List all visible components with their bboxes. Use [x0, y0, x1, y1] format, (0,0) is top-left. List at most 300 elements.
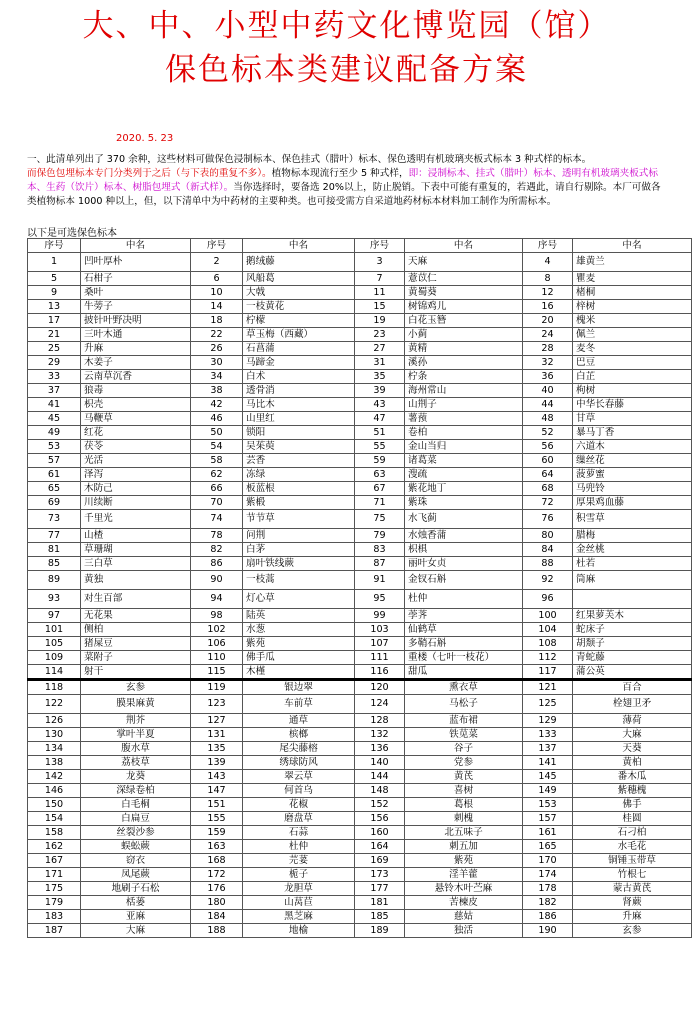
cell-name: 水葱 [243, 623, 355, 637]
table-row [28, 695, 692, 714]
cell-name: 山荆子 [405, 398, 523, 412]
cell-name: 蛇床子 [573, 623, 692, 637]
cell-name: 窃衣 [81, 854, 191, 868]
cell-name: 刺槐 [405, 812, 523, 826]
cell-index: 115 [191, 665, 243, 680]
cell-index: 128 [355, 714, 405, 728]
cell-index: 4 [523, 253, 573, 272]
cell-name: 慈姑 [405, 910, 523, 924]
cell-index: 125 [523, 695, 573, 714]
header-index: 序号 [355, 239, 405, 253]
cell-name: 铁苋菜 [405, 728, 523, 742]
cell-name: 问荆 [243, 529, 355, 543]
cell-index: 35 [355, 370, 405, 384]
cell-name: 茯苓 [81, 440, 191, 454]
cell-index: 36 [523, 370, 573, 384]
cell-name: 披针叶野决明 [81, 314, 191, 328]
cell-name: 银边翠 [243, 680, 355, 695]
cell-index: 63 [355, 468, 405, 482]
cell-name: 悬铃木叶苎麻 [405, 882, 523, 896]
cell-name [573, 590, 692, 609]
cell-index: 136 [355, 742, 405, 756]
cell-name: 桑叶 [81, 286, 191, 300]
cell-index: 82 [191, 543, 243, 557]
cell-name: 黄精 [405, 342, 523, 356]
cell-index: 28 [523, 342, 573, 356]
cell-name: 蜈蚣蕨 [81, 840, 191, 854]
cell-index: 53 [28, 440, 81, 454]
cell-name: 金钗石斛 [405, 571, 523, 590]
cell-index: 155 [191, 812, 243, 826]
cell-index: 165 [523, 840, 573, 854]
cell-index: 154 [28, 812, 81, 826]
header-name: 中名 [81, 239, 191, 253]
specimen-table [27, 238, 692, 938]
cell-index: 182 [523, 896, 573, 910]
cell-index: 156 [355, 812, 405, 826]
cell-index: 184 [191, 910, 243, 924]
table-row [28, 826, 692, 840]
cell-index: 3 [355, 253, 405, 272]
cell-index: 160 [355, 826, 405, 840]
cell-index: 134 [28, 742, 81, 756]
cell-index: 158 [28, 826, 81, 840]
table-row [28, 784, 692, 798]
cell-name: 木防己 [81, 482, 191, 496]
cell-index: 72 [523, 496, 573, 510]
table-row [28, 854, 692, 868]
cell-name: 胡颓子 [573, 637, 692, 651]
cell-name: 佛手瓜 [243, 651, 355, 665]
cell-index: 21 [28, 328, 81, 342]
cell-index: 32 [523, 356, 573, 370]
cell-name: 紫椴 [243, 496, 355, 510]
cell-index: 178 [523, 882, 573, 896]
cell-name: 金山当归 [405, 440, 523, 454]
cell-index: 131 [191, 728, 243, 742]
cell-index: 124 [355, 695, 405, 714]
cell-name: 升麻 [81, 342, 191, 356]
cell-name: 红花 [81, 426, 191, 440]
table-row [28, 590, 692, 609]
cell-name: 熏衣草 [405, 680, 523, 695]
cell-index: 47 [355, 412, 405, 426]
cell-index: 31 [355, 356, 405, 370]
cell-name: 芸香 [243, 454, 355, 468]
cell-name: 亚麻 [81, 910, 191, 924]
cell-name: 菜附子 [81, 651, 191, 665]
cell-name: 紫珠 [405, 496, 523, 510]
cell-index: 111 [355, 651, 405, 665]
table-row [28, 609, 692, 623]
cell-name: 铜锤玉带草 [573, 854, 692, 868]
cell-index: 101 [28, 623, 81, 637]
cell-index: 186 [523, 910, 573, 924]
cell-index: 19 [355, 314, 405, 328]
cell-name: 泽泻 [81, 468, 191, 482]
cell-index: 81 [28, 543, 81, 557]
cell-index: 34 [191, 370, 243, 384]
cell-name: 地刷子石松 [81, 882, 191, 896]
cell-name: 木姜子 [81, 356, 191, 370]
cell-name: 栝蒌 [81, 896, 191, 910]
table-row [28, 714, 692, 728]
table-row [28, 342, 692, 356]
cell-name: 仙鹤草 [405, 623, 523, 637]
cell-name: 冻绿 [243, 468, 355, 482]
cell-index: 107 [355, 637, 405, 651]
table-row [28, 924, 692, 938]
cell-name: 马兜铃 [573, 482, 692, 496]
cell-index: 78 [191, 529, 243, 543]
header-index: 序号 [191, 239, 243, 253]
cell-index: 14 [191, 300, 243, 314]
intro-paragraph [27, 153, 667, 209]
cell-index: 2 [191, 253, 243, 272]
cell-index: 104 [523, 623, 573, 637]
cell-name: 桂圆 [573, 812, 692, 826]
cell-name: 透骨消 [243, 384, 355, 398]
table-row [28, 840, 692, 854]
cell-name: 节节草 [243, 510, 355, 529]
cell-index: 45 [28, 412, 81, 426]
cell-index: 106 [191, 637, 243, 651]
cell-index: 6 [191, 272, 243, 286]
table-row [28, 798, 692, 812]
table-row [28, 812, 692, 826]
cell-name: 紫花地丁 [405, 482, 523, 496]
cell-name: 水烛香蒲 [405, 529, 523, 543]
cell-name: 北五味子 [405, 826, 523, 840]
cell-index: 137 [523, 742, 573, 756]
cell-name: 筒麻 [573, 571, 692, 590]
cell-name: 磨盘草 [243, 812, 355, 826]
table-row [28, 557, 692, 571]
cell-name: 龙葵 [81, 770, 191, 784]
cell-name: 石柑子 [81, 272, 191, 286]
cell-index: 56 [523, 440, 573, 454]
cell-index: 79 [355, 529, 405, 543]
table-row [28, 328, 692, 342]
table-row [28, 384, 692, 398]
cell-index: 91 [355, 571, 405, 590]
cell-index: 164 [355, 840, 405, 854]
cell-name: 葛根 [405, 798, 523, 812]
cell-name: 凤尾蕨 [81, 868, 191, 882]
cell-index: 97 [28, 609, 81, 623]
cell-name: 草玉梅（西藏） [243, 328, 355, 342]
cell-index: 40 [523, 384, 573, 398]
cell-name: 白术 [243, 370, 355, 384]
cell-index: 145 [523, 770, 573, 784]
header-index: 序号 [28, 239, 81, 253]
cell-name: 栀子 [243, 868, 355, 882]
cell-name: 光活 [81, 454, 191, 468]
cell-index: 77 [28, 529, 81, 543]
cell-name: 薄荷 [573, 714, 692, 728]
cell-index: 172 [191, 868, 243, 882]
cell-index: 190 [523, 924, 573, 938]
cell-name: 黄芪 [405, 770, 523, 784]
cell-index: 147 [191, 784, 243, 798]
table-row [28, 637, 692, 651]
table-row [28, 454, 692, 468]
cell-index: 57 [28, 454, 81, 468]
cell-index: 70 [191, 496, 243, 510]
cell-index: 9 [28, 286, 81, 300]
cell-index: 48 [523, 412, 573, 426]
cell-name: 枳壳 [81, 398, 191, 412]
cell-index: 87 [355, 557, 405, 571]
cell-name: 白茅 [243, 543, 355, 557]
cell-name: 龙胆草 [243, 882, 355, 896]
cell-name: 川续断 [81, 496, 191, 510]
cell-index: 33 [28, 370, 81, 384]
cell-index: 46 [191, 412, 243, 426]
cell-name: 马松子 [405, 695, 523, 714]
cell-index: 171 [28, 868, 81, 882]
table-row [28, 314, 692, 328]
page-title: 大、中、小型中药文化博览园（馆） [82, 8, 611, 44]
cell-index: 120 [355, 680, 405, 695]
table-row [28, 680, 692, 695]
cell-name: 水飞蓟 [405, 510, 523, 529]
cell-index: 142 [28, 770, 81, 784]
cell-name: 红果萝芙木 [573, 609, 692, 623]
cell-index: 66 [191, 482, 243, 496]
cell-index: 8 [523, 272, 573, 286]
cell-index: 122 [28, 695, 81, 714]
cell-index: 151 [191, 798, 243, 812]
cell-name: 地榆 [243, 924, 355, 938]
table-caption: 以下是可选保色标本 [27, 228, 117, 239]
cell-name: 楮桐 [573, 286, 692, 300]
table-row [28, 882, 692, 896]
cell-name: 锁阳 [243, 426, 355, 440]
cell-index: 188 [191, 924, 243, 938]
cell-index: 112 [523, 651, 573, 665]
cell-name: 甘草 [573, 412, 692, 426]
cell-name: 荔枝草 [81, 756, 191, 770]
cell-name: 灯心草 [243, 590, 355, 609]
cell-name: 暴马丁香 [573, 426, 692, 440]
cell-index: 175 [28, 882, 81, 896]
cell-name: 一枝蒿 [243, 571, 355, 590]
cell-name: 薯蓣 [405, 412, 523, 426]
table-row [28, 868, 692, 882]
cell-index: 58 [191, 454, 243, 468]
cell-index: 129 [523, 714, 573, 728]
cell-name: 深绿卷柏 [81, 784, 191, 798]
intro-text-3: 植物标本现流行至少 5 种式样， [271, 168, 409, 179]
cell-index: 10 [191, 286, 243, 300]
cell-index: 153 [523, 798, 573, 812]
cell-index: 90 [191, 571, 243, 590]
header-name: 中名 [573, 239, 692, 253]
cell-name: 腊梅 [573, 529, 692, 543]
cell-name: 石蒜 [243, 826, 355, 840]
cell-index: 168 [191, 854, 243, 868]
cell-index: 41 [28, 398, 81, 412]
cell-name: 枸树 [573, 384, 692, 398]
cell-name: 槐米 [573, 314, 692, 328]
cell-name: 杜仲 [243, 840, 355, 854]
cell-name: 尾尖藤榕 [243, 742, 355, 756]
cell-name: 马鞭草 [81, 412, 191, 426]
cell-name: 中华长春藤 [573, 398, 692, 412]
cell-name: 佩兰 [573, 328, 692, 342]
cell-index: 7 [355, 272, 405, 286]
cell-index: 146 [28, 784, 81, 798]
cell-name: 黄柏 [573, 756, 692, 770]
cell-name: 积雪草 [573, 510, 692, 529]
cell-name: 海州常山 [405, 384, 523, 398]
table-row [28, 398, 692, 412]
cell-index: 94 [191, 590, 243, 609]
cell-index: 118 [28, 680, 81, 695]
cell-name: 小蓟 [405, 328, 523, 342]
cell-name: 白毛桐 [81, 798, 191, 812]
cell-name: 绣球防风 [243, 756, 355, 770]
cell-name: 青蛇藤 [573, 651, 692, 665]
cell-index: 135 [191, 742, 243, 756]
cell-name: 三白草 [81, 557, 191, 571]
cell-name: 番木瓜 [573, 770, 692, 784]
cell-name: 无花果 [81, 609, 191, 623]
cell-index: 80 [523, 529, 573, 543]
cell-index: 159 [191, 826, 243, 840]
cell-name: 陆英 [243, 609, 355, 623]
cell-name: 白芷 [573, 370, 692, 384]
cell-index: 17 [28, 314, 81, 328]
cell-name: 侧柏 [81, 623, 191, 637]
cell-index: 24 [523, 328, 573, 342]
cell-index: 20 [523, 314, 573, 328]
cell-name: 诸葛菜 [405, 454, 523, 468]
cell-index: 169 [355, 854, 405, 868]
cell-index: 16 [523, 300, 573, 314]
cell-name: 蒙古黄芪 [573, 882, 692, 896]
cell-name: 白扁豆 [81, 812, 191, 826]
cell-name: 对生百部 [81, 590, 191, 609]
cell-index: 73 [28, 510, 81, 529]
cell-index: 12 [523, 286, 573, 300]
table-row [28, 370, 692, 384]
cell-index: 180 [191, 896, 243, 910]
cell-index: 117 [523, 665, 573, 680]
table-header-row [28, 239, 692, 253]
cell-index: 127 [191, 714, 243, 728]
cell-index: 15 [355, 300, 405, 314]
cell-name: 荸荠 [405, 609, 523, 623]
cell-index: 23 [355, 328, 405, 342]
table-row [28, 286, 692, 300]
cell-name: 蒲公英 [573, 665, 692, 680]
cell-name: 槟榔 [243, 728, 355, 742]
cell-name: 重楼（七叶一枝花） [405, 651, 523, 665]
cell-name: 荆芥 [81, 714, 191, 728]
cell-name: 千里光 [81, 510, 191, 529]
cell-name: 山楂 [81, 529, 191, 543]
cell-name: 升麻 [573, 910, 692, 924]
cell-name: 玄参 [573, 924, 692, 938]
cell-index: 108 [523, 637, 573, 651]
cell-index: 119 [191, 680, 243, 695]
cell-name: 大戟 [243, 286, 355, 300]
cell-index: 43 [355, 398, 405, 412]
cell-name: 狼毒 [81, 384, 191, 398]
cell-name: 竹根七 [573, 868, 692, 882]
cell-index: 60 [523, 454, 573, 468]
cell-index: 88 [523, 557, 573, 571]
cell-name: 厚果鸡血藤 [573, 496, 692, 510]
cell-name: 溲疏 [405, 468, 523, 482]
cell-index: 163 [191, 840, 243, 854]
table-row [28, 623, 692, 637]
page-subtitle: 保色标本类建议配备方案 [165, 52, 528, 88]
table-body-upper [28, 253, 692, 680]
cell-name: 肾蕨 [573, 896, 692, 910]
table-row [28, 651, 692, 665]
intro-text-2: 而保色包埋标本专门分类列于之后（与下表的重复不多）。 [27, 168, 272, 179]
cell-index: 61 [28, 468, 81, 482]
cell-name: 金丝桃 [573, 543, 692, 557]
cell-name: 独活 [405, 924, 523, 938]
cell-index: 176 [191, 882, 243, 896]
cell-name: 菠萝蜜 [573, 468, 692, 482]
cell-index: 75 [355, 510, 405, 529]
cell-index: 18 [191, 314, 243, 328]
table-row [28, 543, 692, 557]
table-row [28, 770, 692, 784]
cell-name: 天麻 [405, 253, 523, 272]
cell-name: 薏苡仁 [405, 272, 523, 286]
cell-index: 64 [523, 468, 573, 482]
cell-name: 百合 [573, 680, 692, 695]
cell-index: 109 [28, 651, 81, 665]
cell-index: 167 [28, 854, 81, 868]
cell-name: 梓树 [573, 300, 692, 314]
table-row [28, 496, 692, 510]
cell-index: 179 [28, 896, 81, 910]
cell-index: 173 [355, 868, 405, 882]
table-row [28, 356, 692, 370]
cell-index: 37 [28, 384, 81, 398]
cell-index: 30 [191, 356, 243, 370]
table-row [28, 412, 692, 426]
cell-index: 26 [191, 342, 243, 356]
cell-name: 水毛花 [573, 840, 692, 854]
cell-index: 59 [355, 454, 405, 468]
cell-name: 三叶木通 [81, 328, 191, 342]
table-body-lower [28, 680, 692, 938]
cell-index: 13 [28, 300, 81, 314]
cell-index: 99 [355, 609, 405, 623]
table-row [28, 665, 692, 680]
cell-index: 187 [28, 924, 81, 938]
cell-name: 大麻 [81, 924, 191, 938]
cell-name: 甜瓜 [405, 665, 523, 680]
cell-name: 膜果麻黄 [81, 695, 191, 714]
table-row [28, 468, 692, 482]
cell-index: 55 [355, 440, 405, 454]
cell-index: 86 [191, 557, 243, 571]
cell-name: 苦楝皮 [405, 896, 523, 910]
cell-index: 133 [523, 728, 573, 742]
cell-index: 25 [28, 342, 81, 356]
table-row [28, 272, 692, 286]
cell-name: 巴豆 [573, 356, 692, 370]
